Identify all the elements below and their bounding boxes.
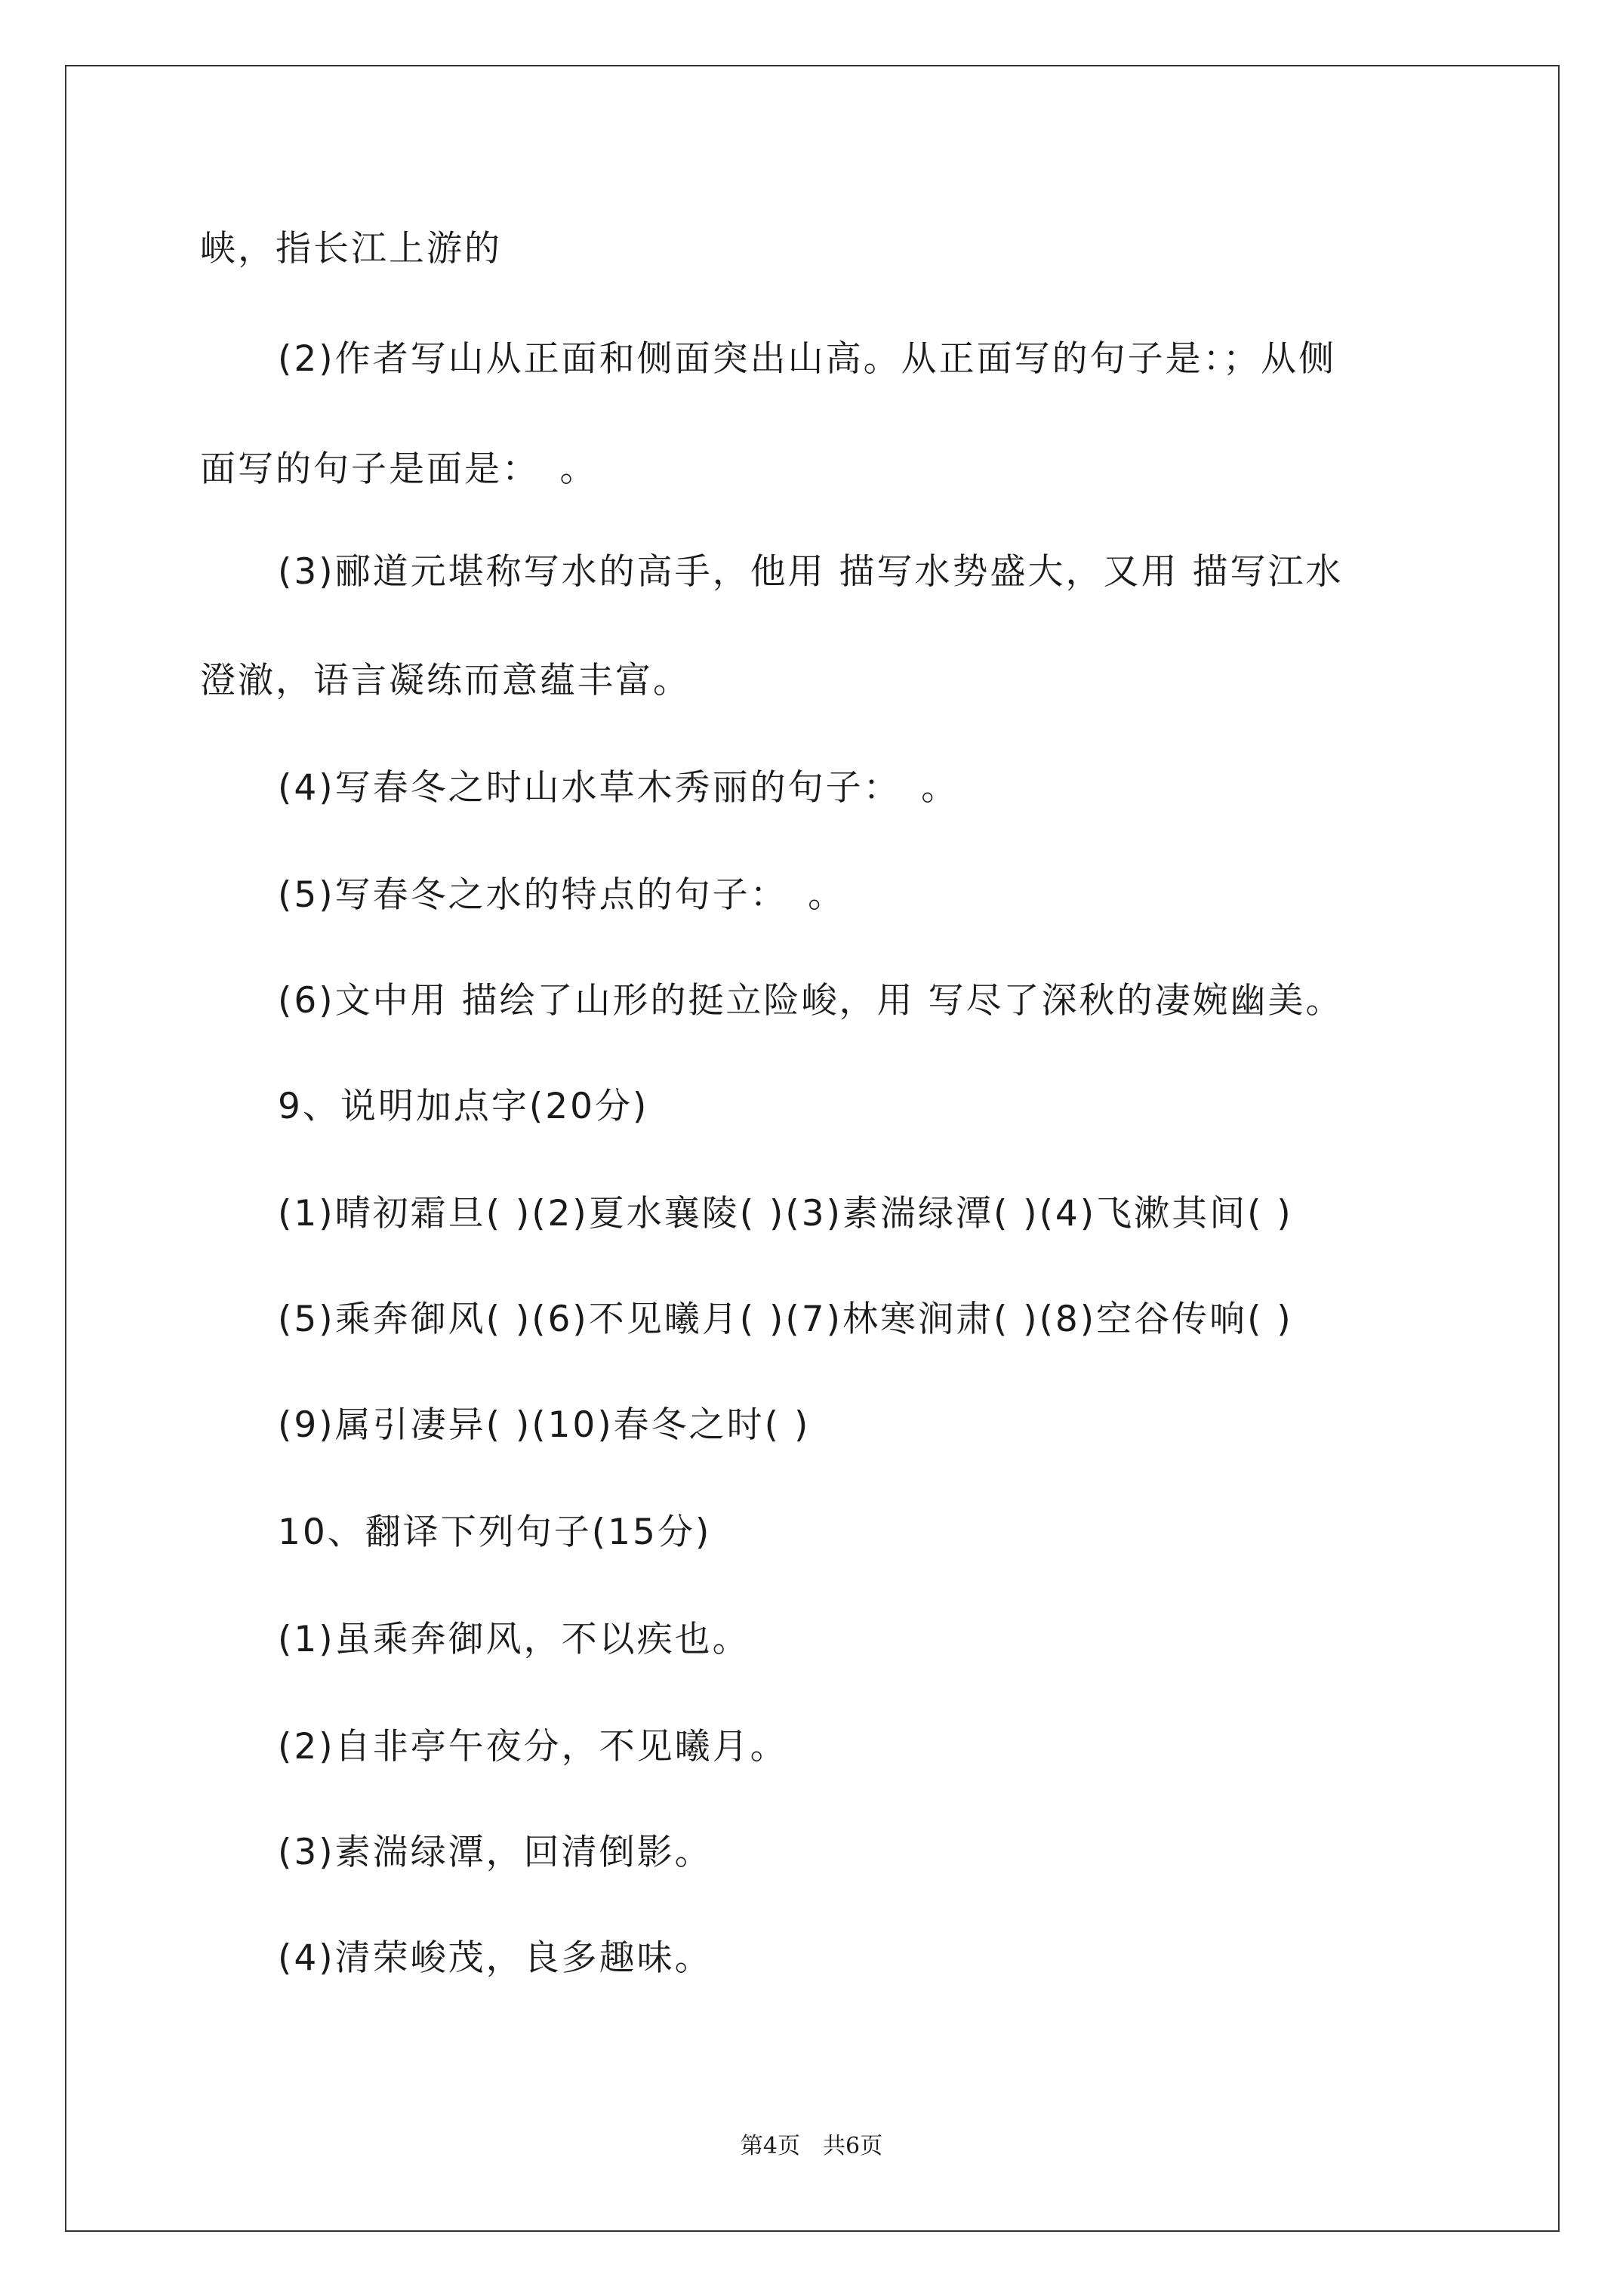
text-line: (2)自非亭午夜分，不见曦月。 bbox=[278, 1726, 788, 1767]
text-line: (4)写春冬之时山水草木秀丽的句子： 。 bbox=[278, 767, 959, 809]
text-line: 峡，指长江上游的 bbox=[200, 228, 502, 270]
text-line: (1)晴初霜旦( )(2)夏水襄陵( )(3)素湍绿潭( )(4)飞漱其间( ) bbox=[278, 1193, 1293, 1234]
text-line: (6)文中用 描绘了山形的挺立险峻，用 写尽了深秋的凄婉幽美。 bbox=[278, 980, 1344, 1022]
page-number-footer: 第4页 共6页 bbox=[740, 2133, 883, 2159]
text-line: 面写的句子是面是： 。 bbox=[200, 448, 598, 490]
text-line: 澄澈，语言凝练而意蕴丰富。 bbox=[200, 660, 691, 701]
text-line: (1)虽乘奔御风，不以疾也。 bbox=[278, 1619, 750, 1660]
text-line: (5)写春冬之水的特点的句子： 。 bbox=[278, 874, 846, 916]
text-line: (5)乘奔御风( )(6)不见曦月( )(7)林寒涧肃( )(8)空谷传响( ) bbox=[278, 1299, 1293, 1340]
text-line: (9)属引凄异( )(10)春冬之时( ) bbox=[278, 1404, 811, 1446]
text-line: (3)郦道元堪称写水的高手，他用 描写水势盛大，又用 描写江水 bbox=[278, 551, 1344, 593]
section-heading: 9、说明加点字(20分) bbox=[278, 1086, 649, 1127]
page-border bbox=[65, 65, 1560, 2232]
text-line: (3)素湍绿潭，回清倒影。 bbox=[278, 1832, 713, 1873]
text-line: (4)清荣峻茂，良多趣味。 bbox=[278, 1937, 713, 1979]
text-line: (2)作者写山从正面和侧面突出山高。从正面写的句子是：；从侧 bbox=[278, 338, 1337, 380]
section-heading: 10、翻译下列句子(15分) bbox=[278, 1512, 712, 1553]
